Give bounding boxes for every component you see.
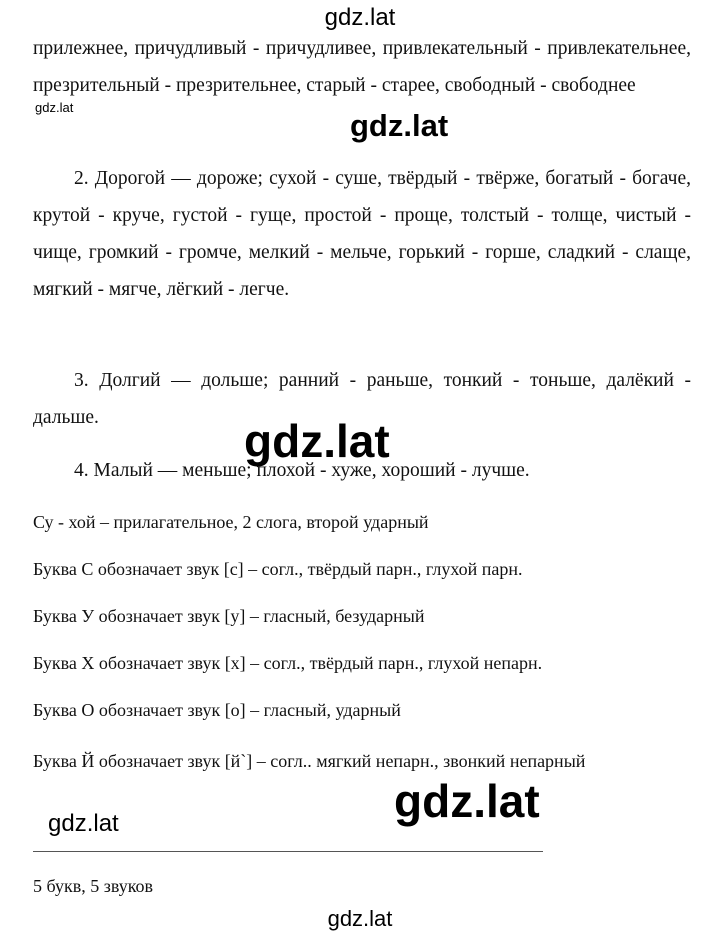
letter-analysis-5: Буква Й обозначает звук [й`] – согл.. мягкий непарн., звонкий непарный xyxy=(33,751,586,771)
divider-line xyxy=(33,851,543,852)
letter-analysis-2: Буква У обозначает звук [у] – гласный, безударный xyxy=(33,606,425,626)
paragraph-2: 2. Дорогой — дороже; сухой - суше, твёрдый - твёрже, богатый - богаче, крутой - круче, густой - гуще, простой - проще, толстый - толще, чистый - чище, громкий - громче, мелкий - мельче, горький - горше, сладкий - слаще, мягкий - мягче, лёгкий - легче. xyxy=(33,168,691,300)
watermark-small: gdz.lat xyxy=(35,100,74,115)
paragraph-4: 4. Малый — меньше; плохой - хуже, хороший - лучше. xyxy=(74,460,530,481)
letter-analysis-1: Буква С обозначает звук [с] – согл., твёрдый парн., глухой парн. xyxy=(33,559,523,579)
watermark-bottom: gdz.lat xyxy=(327,906,393,931)
watermark-mid: gdz.lat xyxy=(48,810,119,837)
watermark-top: gdz.lat xyxy=(324,4,396,31)
watermark-large-1: gdz.lat xyxy=(350,108,449,143)
paragraph-3: 3. Долгий — дольше; ранний - раньше, тонкий - тоньше, далёкий - дальше. xyxy=(33,370,691,428)
letter-analysis-3: Буква Х обозначает звук [х] – согл., твёрдый парн., глухой непарн. xyxy=(33,653,543,673)
summary-line: 5 букв, 5 звуков xyxy=(33,876,154,896)
letter-analysis-4: Буква О обозначает звук [о] – гласный, ударный xyxy=(33,700,401,720)
watermark-large-2: gdz.lat xyxy=(244,415,390,467)
word-analysis-line: Су - хой – прилагательное, 2 слога, второй ударный xyxy=(33,512,429,532)
paragraph-1: прилежнее, причудливый - причудливее, привлекательный - привлекательнее, презрительный - презрительнее, старый - старее, свободный - свободнее xyxy=(33,38,691,96)
watermark-large-3: gdz.lat xyxy=(394,775,540,827)
